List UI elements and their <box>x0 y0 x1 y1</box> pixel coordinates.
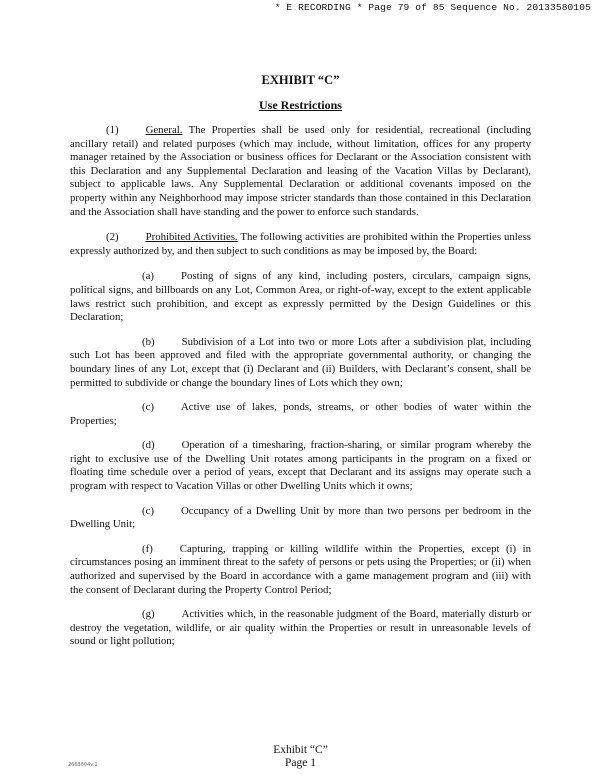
item-label: (c) <box>142 504 154 517</box>
list-item <box>70 505 531 532</box>
list-item <box>70 608 531 649</box>
footer-page-number: Page 1 <box>285 757 316 769</box>
list-item <box>70 336 531 390</box>
list-item <box>70 439 531 493</box>
list-item <box>70 401 531 428</box>
document-body <box>70 124 531 660</box>
item-text: Active use of lakes, ponds, streams, or other bodies of water within the Properties; <box>70 401 531 427</box>
paragraph-heading: General. <box>145 124 183 136</box>
item-label: (f) <box>142 542 153 555</box>
recording-header: * E RECORDING * Page 79 of 85 Sequence No. 20133580105 <box>274 2 591 13</box>
item-label: (g) <box>142 608 155 621</box>
paragraph-text: The Properties shall be used only for residential, recreational (including ancillary retail) and related purposes (which may include, without limitation, offices for any property manager retained by the Association or business offices for Declarant or the Association consistent with this Declaration and any Supplemental Declaration and leasing of the Vacation Villas by Declarant), subject to applicable laws. Any Supplemental Declaration or additional covenants imposed on the property within any Neighborhood may impose stricter standards than those contained in this Declaration and the Association shall have standing and the power to enforce such standards. <box>70 124 531 218</box>
item-text: Subdivision of a Lot into two or more Lots after a subdivision plat, including such Lot has been approved and filed with the appropriate governmental authority, or changing the boundary lines of any Lot, except that (i) Declarant and (ii) Builders, with Declarant’s consent, shall be permitted to subdivide or change the boundary lines of Lots which they own; <box>70 335 531 389</box>
section-subtitle: Use Restrictions <box>259 98 342 112</box>
item-label: (d) <box>142 439 155 452</box>
paragraph-general <box>70 124 531 219</box>
list-item <box>70 270 531 324</box>
item-label: (c) <box>142 401 154 414</box>
item-text: Activities which, in the reasonable judgment of the Board, materially disturb or destroy the vegetation, wildlife, or air quality within the Properties or result in unreasonable levels of sound or light pollution; <box>70 608 531 648</box>
paragraph-text: The following activities are prohibited within the Properties unless expressly authorized by, and then subject to such conditions as may be imposed by, the Board: <box>70 231 531 257</box>
item-label: (a) <box>142 270 154 283</box>
paragraph-number: (2) <box>106 231 119 244</box>
item-text: Capturing, trapping or killing wildlife within the Properties, except (i) in circumstances posing an imminent threat to the safety of persons or pets using the Properties; or (ii) when authorized and supervised by the Board in accordance with a game management program and (iii) with the consent of Declarant during the Property Control Period; <box>70 542 531 596</box>
item-text: Occupancy of a Dwelling Unit by more than two persons per bedroom in the Dwelling Unit; <box>70 504 531 531</box>
paragraph-heading: Prohibited Activities. <box>145 231 238 244</box>
item-text: Posting of signs of any kind, including posters, circulars, campaign signs, political signs, and billboards on any Lot, Common Area, or right-of-way, except to the extent applicable laws restrict such prohibition, and except as expressly permitted by the Design Guidelines or this Declaration; <box>70 270 531 324</box>
footer-exhibit-label: Exhibit “C” <box>273 744 328 756</box>
list-item <box>70 543 531 597</box>
paragraph-prohibited-activities <box>70 231 531 258</box>
exhibit-title: EXHIBIT “C” <box>261 73 340 87</box>
paragraph-number: (1) <box>106 124 119 136</box>
document-id-stamp: 2663604v.1 <box>68 762 98 768</box>
item-label: (b) <box>142 335 155 348</box>
item-text: Operation of a timesharing, fraction-sharing, or similar program whereby the right to exclusive use of the Dwelling Unit rotates among participants in the program on a fixed or floating time schedule over a period of years, except that Declarant and its assigns may operate such a program with respect to Vacation Villas or other Dwelling Units which it owns; <box>70 439 531 493</box>
